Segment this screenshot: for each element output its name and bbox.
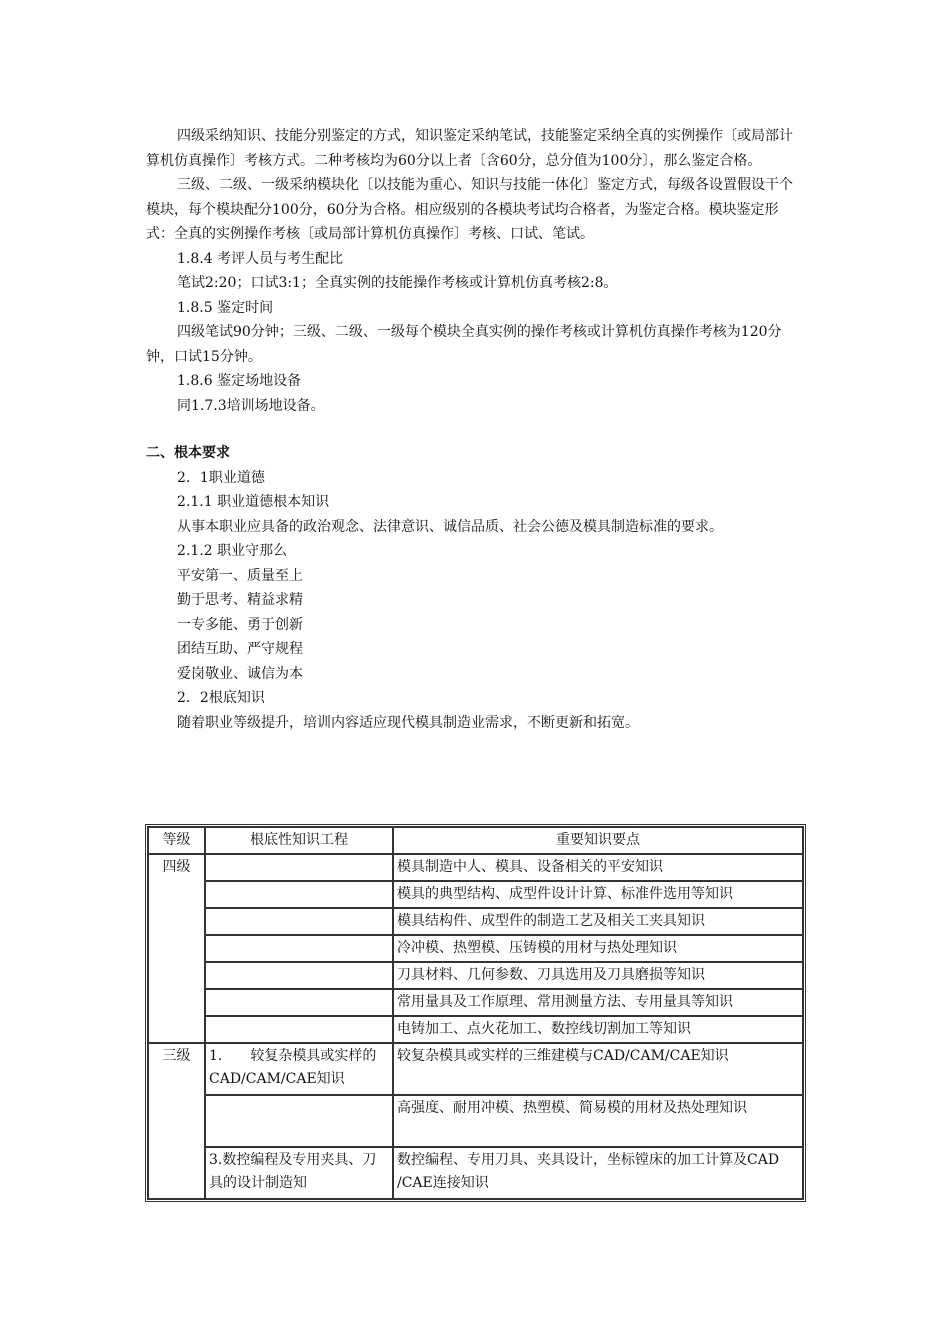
point-cell: 高强度、耐用冲模、热塑模、简易模的用材及热处理知识 <box>393 1095 803 1147</box>
heading-2-1: 2．1职业道德 <box>177 469 265 486</box>
item-cell <box>205 989 393 1016</box>
knowledge-table <box>145 824 806 1202</box>
table-row <box>148 908 803 935</box>
heading-1-8-6: 1.8.6 鉴定场地设备 <box>177 373 302 389</box>
item-cell <box>205 881 393 908</box>
header-item: 根底性知识工程 <box>205 827 393 854</box>
level-cell-3: 三级 <box>148 1043 205 1199</box>
item-cell <box>205 854 393 881</box>
table-row <box>148 935 803 962</box>
point-cell: 刀具材料、几何参数、刀具选用及刀具磨损等知识 <box>393 962 803 989</box>
item-cell: 3.数控编程及专用夹具、刀具的设计制造知 <box>205 1147 393 1199</box>
heading-2-2: 2．2根底知识 <box>177 690 265 706</box>
table-row <box>148 989 803 1016</box>
item-cell <box>205 962 393 989</box>
heading-1-8-4: 1.8.4 考评人员与考生配比 <box>177 250 344 267</box>
paragraph-knowledge-intro: 随着职业等级提升，培训内容适应现代模具制造业需求，不断更新和拓宽。 <box>177 714 639 731</box>
document-body <box>146 124 806 735</box>
point-cell: 数控编程、专用刀具、夹具设计，坐标镗床的加工计算及CAD /CAE连接知识 <box>393 1147 803 1199</box>
paragraph-level4-method: 四级采纳知识、技能分别鉴定的方式，知识鉴定采纳笔试，技能鉴定采纳全真的实例操作〔或局部计算机仿真操作〕考核方式。二种考核均为60分以上者〔含60分，总分值为100分〕，那么鉴定合格。 <box>146 128 793 169</box>
point-cell: 常用量具及工作原理、常用测量方法、专用量具等知识 <box>393 989 803 1016</box>
point-cell: 电铸加工、点火花加工、数控线切割加工等知识 <box>393 1016 803 1043</box>
rule-item: 爱岗敬业、诚信为本 <box>177 665 303 682</box>
item-cell <box>205 1095 393 1147</box>
table-row <box>148 1147 803 1199</box>
paragraph-ethics: 从事本职业应具备的政治观念、法律意识、诚信品质、社会公德及模具制造标准的要求。 <box>177 518 723 535</box>
point-cell: 模具结构件、成型件的制造工艺及相关工夹具知识 <box>393 908 803 935</box>
table-row <box>148 1095 803 1147</box>
section-title-basic-requirements: 二、根本要求 <box>146 445 230 461</box>
table-row <box>148 854 803 881</box>
table-row <box>148 1043 803 1095</box>
table-row <box>148 1016 803 1043</box>
paragraph-ratio: 笔试2:20；口试3:1；全真实例的技能操作考核或计算机仿真考核2:8。 <box>177 275 618 291</box>
table-row <box>148 962 803 989</box>
point-cell: 冷冲模、热塑模、压铸模的用材与热处理知识 <box>393 935 803 962</box>
point-cell: 模具制造中人、模具、设备相关的平安知识 <box>393 854 803 881</box>
header-level: 等级 <box>148 827 205 854</box>
heading-2-1-2: 2.1.2 职业守那么 <box>177 543 288 559</box>
heading-1-8-5: 1.8.5 鉴定时间 <box>177 299 274 316</box>
point-cell: 模具的典型结构、成型件设计计算、标准件选用等知识 <box>393 881 803 908</box>
item-cell <box>205 935 393 962</box>
rule-item: 一专多能、勇于创新 <box>177 616 303 633</box>
table-header-row <box>148 827 803 854</box>
item-cell: 1. 较复杂模具或实样的CAD/CAM/CAE知识 <box>205 1043 393 1095</box>
heading-2-1-1: 2.1.1 职业道德根本知识 <box>177 494 330 510</box>
paragraph-equipment: 同1.7.3培训场地设备。 <box>177 397 325 414</box>
rule-item: 勤于思考、精益求精 <box>177 592 303 608</box>
rule-item: 平安第一、质量至上 <box>177 567 303 584</box>
paragraph-time: 四级笔试90分钟；三级、二级、一级每个模块全真实例的操作考核或计算机仿真操作考核为120分钟，口试15分钟。 <box>146 324 782 365</box>
point-cell: 较复杂模具或实样的三维建模与CAD/CAM/CAE知识 <box>393 1043 803 1095</box>
level-cell-4: 四级 <box>148 854 205 1043</box>
table-row <box>148 881 803 908</box>
item-cell <box>205 908 393 935</box>
rule-item: 团结互助、严守规程 <box>177 641 303 657</box>
item-cell <box>205 1016 393 1043</box>
paragraph-module-method: 三级、二级、一级采纳模块化〔以技能为重心、知识与技能一体化〕鉴定方式，每级各设置假设干个模块，每个模块配分100分，60分为合格。相应级别的各模块考试均合格者，为鉴定合格。模块鉴定形式：全真的实例操作考核〔或局部计算机仿真操作〕考核、口试、笔试。 <box>146 177 793 242</box>
header-point: 重要知识要点 <box>393 827 803 854</box>
